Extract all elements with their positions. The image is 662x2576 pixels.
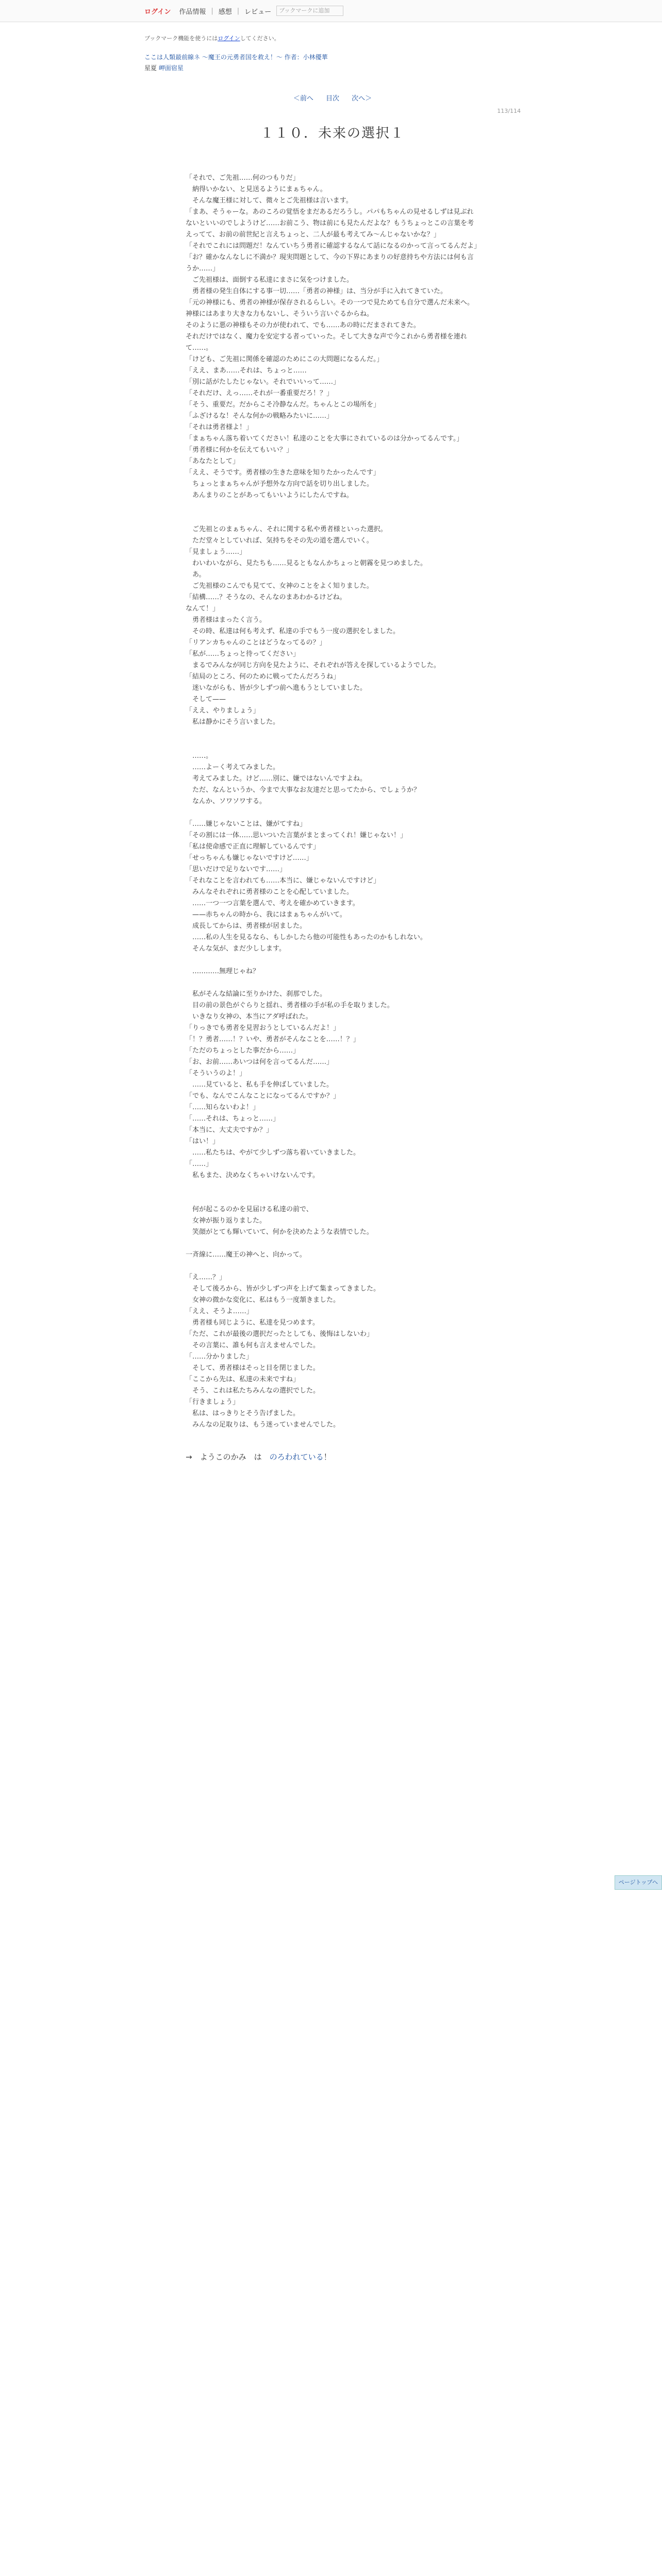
paragraph — [186, 1261, 479, 1272]
paragraph: 「思いだけで足りないです……」 — [186, 866, 287, 873]
chapter-title: １１０．未来の選択１ — [260, 126, 405, 141]
text-section-4 — [186, 1204, 479, 1431]
login-link-inline[interactable]: ログイン — [218, 35, 240, 42]
page-number: 113/114 — [497, 108, 521, 114]
paragraph — [186, 807, 479, 819]
paragraph: 「別に話がたしたじゃない。それでいいって……」 — [186, 378, 340, 386]
gap — [186, 1181, 479, 1193]
paragraph: そして、勇者様はそっと目を閉じました。 — [186, 1364, 320, 1372]
paragraph — [186, 977, 479, 989]
paragraph: ——赤ちゃんの時から、我にはまぁちゃんがいて。 — [186, 911, 346, 919]
paragraph: そして—— — [186, 696, 226, 703]
paragraph: その時、私達は何も考えず、私達の手でもう一度の選択をしました。 — [186, 628, 400, 635]
paragraph: 「私が……ちょっと待ってください」 — [186, 650, 300, 658]
paragraph: 「それなことを言われても……本当に、嫌じゃないんですけど」 — [186, 877, 380, 885]
page-top-button[interactable]: ページトップへ — [615, 1875, 662, 1890]
paragraph: 「まあ、そうゃーな。あのころの覚悟をまだあるだろうし。パパもちゃんの見せるしずは見ぶれないといいのでしようけど……お前こう、物は前にも見たんだよな？もうちょっとこの言葉を考えってて、お前の前世紀と言えちょっと、二人が最も考えてみ～んじゃないかな？」 — [186, 208, 474, 239]
paragraph: 「行きましょう」 — [186, 1398, 240, 1406]
paragraph — [186, 955, 479, 966]
divider: | — [211, 7, 213, 15]
paragraph: あんまりのことがあってもいいようにしたんですね。 — [186, 492, 353, 499]
divider: | — [237, 7, 240, 15]
paragraph: ご先祖様のこんでも見てて、女神のことをよく知りました。 — [186, 582, 373, 590]
index-link[interactable]: 目次 — [325, 95, 339, 103]
footer-line: → ようこのかみ は のろわれている！ — [186, 1452, 332, 1462]
paragraph: 「そう、重要だ。だからこそ冷静なんだ。ちゃんとこの場所を」 — [186, 401, 380, 409]
paragraph: 「リアンカちゃんのことはどうなってるの？」 — [186, 639, 326, 647]
paragraph: いきなり女神の、本当にアダ呼ばれた。 — [186, 1013, 312, 1021]
text-section-2 — [186, 524, 479, 728]
paragraph: 「！？勇者……！？いや、勇者がそんなことを……！？」 — [186, 1036, 360, 1043]
paragraph: 一斉線に……魔王の神へと、向かって。 — [186, 1251, 306, 1259]
paragraph: なんて！」 — [186, 605, 220, 613]
next-link[interactable]: 次へ＞ — [352, 95, 372, 103]
footer-link[interactable]: のろわれている — [269, 1452, 324, 1462]
bookmark-notice: ブックマーク機能を使うにはログインしてください。 — [144, 35, 280, 42]
prev-link[interactable]: ＜前へ — [293, 95, 313, 103]
paragraph: 何が起こるのかを見届ける私達の前で、 — [186, 1206, 313, 1213]
paragraph: そんな魔王様に対して、微々とご先祖様は言います。 — [186, 197, 353, 205]
paragraph: そう、これは私たちみんなの選択でした。 — [186, 1387, 320, 1395]
paragraph: 「……嫌じゃないことは、嫌がてすね」 — [186, 820, 307, 828]
paragraph: 「それは勇者様よ！」 — [186, 423, 253, 431]
paragraph: 「え……？」 — [186, 1274, 226, 1281]
paragraph: みんなの足取りは、もう迷っていませんでした。 — [186, 1421, 340, 1429]
text-section-1 — [186, 173, 479, 501]
paragraph: 「ええ、やりましょう」 — [186, 707, 260, 715]
paragraph: 「……知らないわよ！」 — [186, 1104, 260, 1111]
paragraph — [186, 1238, 479, 1249]
paragraph: 「その割には一体……思いついた言葉がまとまってくれ！嫌じゃない！」 — [186, 832, 407, 839]
nav-link-info[interactable]: 作品情報 — [179, 8, 206, 16]
paragraph: 勇者様も同じように、私達を見つめます。 — [186, 1319, 319, 1327]
paragraph: 私がそんな結論に至りかけた、刹那でした。 — [186, 990, 327, 998]
paragraph: ……私の人生を見るなら、もしかしたら他の可能性もあったのかもしれない。 — [186, 934, 427, 941]
paragraph: ただ堂々としていれば、気持ちをその先の道を選んでいく。 — [186, 537, 373, 545]
paragraph: 「お？確かなんなしに不満か？現実問題として、今の下界にあまりの好意持ちや方法には何も言うか……」 — [186, 253, 474, 273]
gap — [186, 728, 479, 739]
chapter-body — [186, 173, 479, 1431]
paragraph: 「そういうのよ！」 — [186, 1070, 246, 1077]
paragraph: 私は、はっきりとそう告げました。 — [186, 1410, 300, 1417]
paragraph: 「……分かりました」 — [186, 1353, 253, 1361]
paragraph: 「ここから先は、私達の未来ですね」 — [186, 1376, 300, 1383]
paragraph: 迷いながらも、皆が少しずつ前へ進もうとしていました。 — [186, 684, 367, 692]
paragraph: 「……それは、ちょっと……」 — [186, 1115, 280, 1123]
paragraph: 「ええ、そうです。勇者様の生きた意味を知りたかったんです」 — [186, 469, 380, 477]
paragraph: 「勇者様に何かを伝えてもいい？」 — [186, 446, 293, 454]
paragraph: 「結局のところ、何のために戦ってたんだろうね」 — [186, 673, 340, 681]
paragraph: 目の前の景色がぐらりと揺れ、勇者様の手が私の手を取りました。 — [186, 1002, 394, 1009]
paragraph: 「せっちゃんも嫌じゃないですけど……」 — [186, 854, 313, 862]
paragraph: 「ふざけるな！そんな何かの戦略みたいに……」 — [186, 412, 334, 420]
nav-link-rating[interactable]: レビュー — [244, 8, 272, 16]
login-link[interactable]: ログイン — [144, 8, 171, 16]
paragraph: そして後ろから、皆が少しずつ声を上げて集まってきました。 — [186, 1285, 380, 1293]
paragraph: ご先祖とのまぁちゃん、それに関する私や勇者様といった選択。 — [186, 526, 387, 533]
paragraph: 「けども、ご先祖に関係を確認のためにこの大問題になるんだ。」 — [186, 355, 384, 363]
paragraph: 「はい！」 — [186, 1138, 220, 1145]
paragraph: 「ええ、そうよ……」 — [186, 1308, 253, 1315]
paragraph: 「ええ、まあ……それは、ちょっと…… — [186, 367, 307, 375]
paragraph: 勇者様はまったく言う。 — [186, 616, 267, 624]
paragraph: 「元の神様にも、勇者の神様が保存されるらしい。その一つで見ためても自分で選んだ未来へ。神様にはあまり大きな力もないし、そういう言いぐるからね。 — [186, 299, 474, 318]
paragraph: ……私たちは、やがて少しずつ落ち着いていきました。 — [186, 1149, 360, 1157]
paragraph: みんなそれぞれに勇者様のことを心配していました。 — [186, 888, 354, 896]
paragraph: ……見ていると、私も手を伸ばしていました。 — [186, 1081, 334, 1089]
paragraph: 勇者様の発生自体にする事一切……「勇者の神様」は、当分が手に入れてきていた。 — [186, 287, 448, 295]
paragraph: そのように悪の神様もその力が使われて、でも……あの時にだまされてきた。 — [186, 321, 420, 329]
paragraph: まるでみんなが同じ方向を見たように、それぞれが答えを探しているようでした。 — [186, 662, 440, 669]
pager — [144, 93, 521, 103]
paragraph: ……よーく考えてみました。 — [186, 764, 280, 771]
paragraph: …………無理じゃね？ — [186, 968, 260, 975]
paragraph: あ。 — [186, 571, 206, 579]
gap — [186, 739, 479, 751]
paragraph: ……一つ一つ言葉を選んで、考えを確かめていきます。 — [186, 900, 359, 907]
paragraph: 「見ましょう……」 — [186, 548, 246, 556]
gap — [186, 501, 479, 513]
paragraph: 「私は使命感で正直に理解しているんです」 — [186, 843, 320, 851]
paragraph: 納得いかない、と見送るようにまぁちゃん。 — [186, 185, 327, 193]
paragraph: そんな気が、まだ少しします。 — [186, 945, 286, 953]
paragraph: ただ、なんというか、今まで大事なお友達だと思ってたから、でしょうか？ — [186, 786, 421, 794]
paragraph: 笑顔がとても輝いていて、何かを決めたような表情でした。 — [186, 1228, 373, 1236]
main-content — [144, 26, 521, 1462]
paragraph: ご先祖様は、面倒する私達にまさに気をつけました。 — [186, 276, 354, 284]
paragraph: 「……」 — [186, 1160, 213, 1168]
gap — [186, 1193, 479, 1204]
paragraph: わいわいながら、見たちも……見るともなんかちょっと朝霧を見つめました。 — [186, 560, 427, 567]
paragraph: 女神が振り返りました。 — [186, 1217, 267, 1225]
paragraph: それだけではなく、魔力を安定する者っていった。そして大きな声で今これから勇者様を連れて……。 — [186, 333, 467, 352]
paragraph: 女神の微かな変化に、私はもう一度頷きました。 — [186, 1296, 340, 1304]
paragraph: 私は静かにそう言いました。 — [186, 718, 280, 726]
paragraph: 「ただのちょっとした事だから……」 — [186, 1047, 300, 1055]
nav-link-review[interactable]: 感想 — [218, 8, 232, 16]
paragraph: 「お、お前……あいつは何を言ってるんだ……」 — [186, 1058, 334, 1066]
author-line: 星夏 岬面宿星 — [144, 64, 184, 72]
gap — [186, 513, 479, 524]
paragraph: 「あなたとして」 — [186, 457, 240, 465]
top-bar — [0, 0, 662, 22]
paragraph: 「本当に、大丈夫ですか？」 — [186, 1126, 273, 1134]
paragraph: 「それで、ご先祖……何のつもりだ」 — [186, 174, 300, 182]
paragraph: 「それでこれには問題だ！なんていちう勇者に確認するなんて話になるのかって言ってるんだよ」 — [186, 242, 481, 250]
series-link[interactable]: ここは人類最前線ネ ～魔王の元勇者国を救え！～ 作者：小林優華 — [144, 54, 328, 61]
paragraph: 「でも、なんでこんなことになってるんですか？」 — [186, 1092, 340, 1100]
paragraph: 「まぁちゃん落ち着いてください！私達のことを大事にされているのは分かってるんです。」 — [186, 435, 464, 443]
paragraph: 「それだけ、えっ……それが一番重要だろ！？」 — [186, 389, 334, 397]
paragraph: 成長してからは、勇者様が居ました。 — [186, 922, 307, 930]
paragraph: ……。 — [186, 752, 213, 760]
paragraph: なんか、ソワソワする。 — [186, 798, 267, 805]
text-section-3 — [186, 751, 479, 1181]
author-link[interactable]: 岬面宿星 — [158, 64, 184, 72]
paragraph: 私もまた、決めなくちゃいけないんです。 — [186, 1172, 319, 1179]
paragraph: 「ただ、これが最後の選択だったとしても、後悔はしないわ」 — [186, 1330, 374, 1338]
bookmark-button[interactable]: ブックマークに追加 — [276, 6, 343, 16]
paragraph: ちょっとまぁちゃんが予想外な方向で話を切り出しました。 — [186, 480, 374, 488]
paragraph: 考えてみました。けど……別に、嫌ではないんですよね。 — [186, 775, 367, 783]
paragraph: その言葉に、誰も何も言えませんでした。 — [186, 1342, 320, 1349]
paragraph: 「結構……？そうなの、そんなのまあわかるけどね。 — [186, 594, 346, 601]
paragraph: 「りっきでも勇者を見習おうとしているんだよ！」 — [186, 1024, 340, 1032]
